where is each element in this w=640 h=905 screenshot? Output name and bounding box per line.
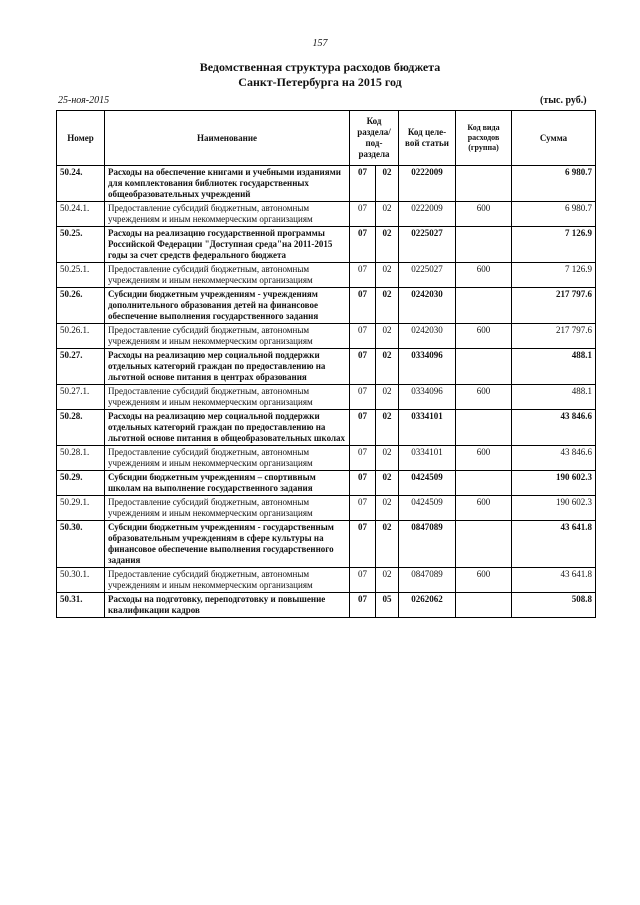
row-subsection: 02: [376, 471, 399, 496]
row-section: 07: [350, 324, 376, 349]
row-subsection: 02: [376, 568, 399, 593]
row-number: 50.28.: [57, 410, 105, 446]
row-name: Предоставление субсидий бюджетным, автономным учреждениям и иным некоммерческим организациям: [105, 202, 350, 227]
row-section: 07: [350, 496, 376, 521]
title-line-2: Санкт-Петербурга на 2015 год: [238, 75, 402, 89]
row-target-code: 0222009: [399, 202, 456, 227]
table-row: [57, 521, 596, 568]
header-section: Код раздела/ под- раздела: [350, 111, 399, 166]
row-expense-type: 600: [456, 568, 512, 593]
row-expense-type: [456, 227, 512, 263]
document-date: 25-ноя-2015: [58, 95, 110, 106]
header-name: Наименование: [105, 111, 350, 166]
row-target-code: 0847089: [399, 521, 456, 568]
units-label: (тыс. руб.): [540, 95, 587, 106]
table-row: [57, 385, 596, 410]
row-amount: 217 797.6: [512, 288, 596, 324]
row-subsection: 02: [376, 227, 399, 263]
row-name: Субсидии бюджетным учреждениям – спортивным школам на выполнение государственного задания: [105, 471, 350, 496]
row-target-code: 0334096: [399, 385, 456, 410]
row-amount: 43 846.6: [512, 446, 596, 471]
row-number: 50.30.: [57, 521, 105, 568]
header-amount: Сумма: [512, 111, 596, 166]
row-subsection: 02: [376, 349, 399, 385]
row-target-code: 0242030: [399, 324, 456, 349]
row-section: 07: [350, 385, 376, 410]
table-row: [57, 471, 596, 496]
row-name: Субсидии бюджетным учреждениям - учреждениям дополнительного образования детей на финансовое обеспечение выполнения государственного задания: [105, 288, 350, 324]
row-name: Предоставление субсидий бюджетным, автономным учреждениям и иным некоммерческим организациям: [105, 496, 350, 521]
row-target-code: 0262062: [399, 593, 456, 618]
row-amount: 217 797.6: [512, 324, 596, 349]
row-subsection: 02: [376, 385, 399, 410]
row-amount: 190 602.3: [512, 496, 596, 521]
table-row: [57, 349, 596, 385]
row-section: 07: [350, 446, 376, 471]
row-subsection: 02: [376, 324, 399, 349]
table-row: [57, 568, 596, 593]
row-number: 50.25.1.: [57, 263, 105, 288]
row-name: Расходы на реализацию мер социальной поддержки отдельных категорий граждан по предоставлению на льготной основе питания в центрах образования: [105, 349, 350, 385]
row-name: Предоставление субсидий бюджетным, автономным учреждениям и иным некоммерческим организациям: [105, 446, 350, 471]
row-section: 07: [350, 263, 376, 288]
row-section: 07: [350, 471, 376, 496]
row-number: 50.24.: [57, 166, 105, 202]
row-name: Расходы на реализацию мер социальной поддержки отдельных категорий граждан по предоставлению на льготной основе питания в общеобразовательных школах: [105, 410, 350, 446]
row-name: Расходы на обеспечение книгами и учебными изданиями для комплектования библиотек государственных общеобразовательных учреждений: [105, 166, 350, 202]
row-expense-type: 600: [456, 202, 512, 227]
row-subsection: 02: [376, 202, 399, 227]
row-subsection: 02: [376, 521, 399, 568]
row-amount: 6 980.7: [512, 166, 596, 202]
row-target-code: 0424509: [399, 496, 456, 521]
row-name: Расходы на реализацию государственной программы Российской Федерации "Доступная среда"на 2011-2015 годы за счет средств федерального бюджета: [105, 227, 350, 263]
row-expense-type: 600: [456, 263, 512, 288]
table-row: [57, 227, 596, 263]
row-name: Расходы на подготовку, переподготовку и повышение квалификации кадров: [105, 593, 350, 618]
row-number: 50.25.: [57, 227, 105, 263]
row-number: 50.29.: [57, 471, 105, 496]
row-target-code: 0847089: [399, 568, 456, 593]
table-row: [57, 496, 596, 521]
row-number: 50.27.1.: [57, 385, 105, 410]
row-amount: 43 641.8: [512, 568, 596, 593]
table-row: [57, 324, 596, 349]
table-row: [57, 263, 596, 288]
row-section: 07: [350, 227, 376, 263]
title-line-1: Ведомственная структура расходов бюджета: [199, 60, 441, 74]
row-expense-type: [456, 593, 512, 618]
row-amount: 43 641.8: [512, 521, 596, 568]
row-expense-type: [456, 349, 512, 385]
row-section: 07: [350, 593, 376, 618]
row-section: 07: [350, 410, 376, 446]
row-amount: 7 126.9: [512, 263, 596, 288]
row-target-code: 0424509: [399, 471, 456, 496]
row-expense-type: 600: [456, 324, 512, 349]
table-row: [57, 166, 596, 202]
row-amount: 7 126.9: [512, 227, 596, 263]
row-subsection: 02: [376, 496, 399, 521]
row-target-code: 0334096: [399, 349, 456, 385]
row-section: 07: [350, 349, 376, 385]
row-expense-type: [456, 471, 512, 496]
page-number: 157: [312, 38, 328, 49]
header-number: Номер: [57, 111, 105, 166]
row-name: Предоставление субсидий бюджетным, автономным учреждениям и иным некоммерческим организациям: [105, 385, 350, 410]
row-name: Предоставление субсидий бюджетным, автономным учреждениям и иным некоммерческим организациям: [105, 324, 350, 349]
row-expense-type: [456, 521, 512, 568]
row-subsection: 05: [376, 593, 399, 618]
row-number: 50.30.1.: [57, 568, 105, 593]
row-number: 50.28.1.: [57, 446, 105, 471]
row-target-code: 0225027: [399, 263, 456, 288]
row-amount: 488.1: [512, 385, 596, 410]
table-row: [57, 202, 596, 227]
row-number: 50.24.1.: [57, 202, 105, 227]
row-target-code: 0225027: [399, 227, 456, 263]
table-row: [57, 410, 596, 446]
row-amount: 508.8: [512, 593, 596, 618]
row-number: 50.27.: [57, 349, 105, 385]
row-amount: 6 980.7: [512, 202, 596, 227]
row-number: 50.26.1.: [57, 324, 105, 349]
table-row: [57, 446, 596, 471]
row-subsection: 02: [376, 288, 399, 324]
row-section: 07: [350, 288, 376, 324]
row-target-code: 0222009: [399, 166, 456, 202]
row-expense-type: 600: [456, 446, 512, 471]
table-header-row: [57, 111, 596, 166]
row-amount: 43 846.6: [512, 410, 596, 446]
row-target-code: 0334101: [399, 446, 456, 471]
row-target-code: 0242030: [399, 288, 456, 324]
budget-table: [56, 110, 596, 618]
row-name: Субсидии бюджетным учреждениям - государственным образовательным учреждениям в сфере культуры на финансовое обеспечение выполнения государственного задания: [105, 521, 350, 568]
header-expense-type: Код вида расходов (группа): [456, 111, 512, 166]
row-amount: 488.1: [512, 349, 596, 385]
row-expense-type: 600: [456, 385, 512, 410]
row-expense-type: 600: [456, 496, 512, 521]
row-expense-type: [456, 410, 512, 446]
row-section: 07: [350, 521, 376, 568]
table-body: [57, 166, 596, 618]
row-target-code: 0334101: [399, 410, 456, 446]
row-expense-type: [456, 288, 512, 324]
row-amount: 190 602.3: [512, 471, 596, 496]
row-section: 07: [350, 202, 376, 227]
row-subsection: 02: [376, 446, 399, 471]
header-target: Код целе- вой статьи: [399, 111, 456, 166]
row-subsection: 02: [376, 263, 399, 288]
row-number: 50.26.: [57, 288, 105, 324]
row-subsection: 02: [376, 410, 399, 446]
row-section: 07: [350, 166, 376, 202]
row-number: 50.31.: [57, 593, 105, 618]
row-expense-type: [456, 166, 512, 202]
row-section: 07: [350, 568, 376, 593]
document-title: [0, 60, 640, 90]
row-name: Предоставление субсидий бюджетным, автономным учреждениям и иным некоммерческим организациям: [105, 263, 350, 288]
row-number: 50.29.1.: [57, 496, 105, 521]
row-name: Предоставление субсидий бюджетным, автономным учреждениям и иным некоммерческим организациям: [105, 568, 350, 593]
table-row: [57, 593, 596, 618]
table-row: [57, 288, 596, 324]
row-subsection: 02: [376, 166, 399, 202]
